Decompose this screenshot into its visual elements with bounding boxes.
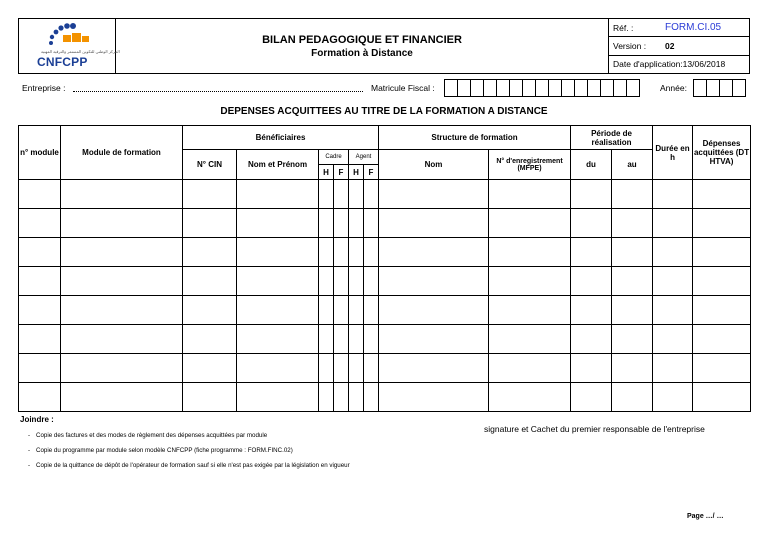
table-cell[interactable]: [349, 325, 364, 354]
table-cell[interactable]: [334, 296, 349, 325]
table-cell[interactable]: [349, 238, 364, 267]
table-cell[interactable]: [364, 209, 379, 238]
entreprise-field[interactable]: [73, 91, 363, 92]
table-cell[interactable]: [19, 238, 61, 267]
table-cell[interactable]: [379, 209, 489, 238]
table-cell[interactable]: [237, 267, 319, 296]
version-row: [609, 37, 749, 55]
table-cell[interactable]: [334, 325, 349, 354]
table-cell[interactable]: [19, 267, 61, 296]
table-cell[interactable]: [334, 383, 349, 412]
table-cell[interactable]: [237, 296, 319, 325]
table-row: [19, 296, 751, 325]
joindre-item: - Copie de la quittance de dépôt de l'opérateur de formation sauf si elle n'est pas exigée par la législation en vigueur: [36, 458, 350, 473]
matricule-char-box[interactable]: [626, 79, 640, 97]
table-row: [19, 383, 751, 412]
table-cell[interactable]: [571, 296, 612, 325]
col-depenses: Dépenses acquittées (DT HTVA): [693, 126, 751, 180]
version-label: Version :: [613, 40, 647, 51]
annee-char-box[interactable]: [693, 79, 707, 97]
table-cell[interactable]: [653, 325, 693, 354]
form-title: [116, 19, 609, 73]
table-cell[interactable]: [319, 325, 334, 354]
table-cell[interactable]: [183, 325, 237, 354]
table-cell[interactable]: [349, 383, 364, 412]
annee-boxes[interactable]: [694, 79, 746, 97]
table-row: [19, 267, 751, 296]
table-cell[interactable]: [19, 296, 61, 325]
table-cell[interactable]: [571, 267, 612, 296]
col-duree: Durée en h: [653, 126, 693, 180]
table-cell[interactable]: [612, 209, 653, 238]
table-cell[interactable]: [349, 180, 364, 209]
table-cell[interactable]: [379, 296, 489, 325]
table-cell[interactable]: [319, 354, 334, 383]
table-cell[interactable]: [489, 180, 571, 209]
table-cell[interactable]: [183, 383, 237, 412]
table-cell[interactable]: [349, 267, 364, 296]
table-cell[interactable]: [237, 180, 319, 209]
form-meta: [609, 19, 749, 73]
table-cell[interactable]: [489, 296, 571, 325]
col-module-num: n° module: [19, 126, 61, 180]
table-cell[interactable]: [379, 180, 489, 209]
table-cell[interactable]: [693, 180, 751, 209]
table-cell[interactable]: [653, 383, 693, 412]
matricule-label: Matricule Fiscal :: [371, 83, 435, 93]
table-cell[interactable]: [379, 267, 489, 296]
table-cell[interactable]: [379, 354, 489, 383]
logo-arabic-text: المركز الوطني للتكوين المستمر والترقية المهنية: [41, 49, 120, 54]
matricule-char-box[interactable]: [509, 79, 523, 97]
table-cell[interactable]: [693, 354, 751, 383]
col-du: du: [571, 150, 612, 180]
table-cell[interactable]: [349, 296, 364, 325]
table-cell[interactable]: [364, 354, 379, 383]
table-cell[interactable]: [364, 296, 379, 325]
table-cell[interactable]: [61, 180, 183, 209]
table-cell[interactable]: [364, 325, 379, 354]
table-cell[interactable]: [319, 267, 334, 296]
col-enregistrement: N° d'enregistrement (MFPE): [489, 150, 571, 180]
table-cell[interactable]: [693, 267, 751, 296]
version-value: 02: [665, 40, 675, 51]
table-cell[interactable]: [364, 180, 379, 209]
table-cell[interactable]: [612, 238, 653, 267]
table-cell[interactable]: [489, 238, 571, 267]
table-cell[interactable]: [693, 296, 751, 325]
table-cell[interactable]: [319, 209, 334, 238]
table-cell[interactable]: [489, 209, 571, 238]
table-row: [19, 180, 751, 209]
table-cell[interactable]: [19, 180, 61, 209]
ref-value: FORM.CI.05: [665, 22, 722, 34]
table-cell[interactable]: [379, 325, 489, 354]
table-cell[interactable]: [379, 238, 489, 267]
table-cell[interactable]: [183, 267, 237, 296]
table-cell[interactable]: [183, 180, 237, 209]
table-cell[interactable]: [571, 238, 612, 267]
col-cadre-h: H: [319, 165, 334, 180]
table-cell[interactable]: [334, 209, 349, 238]
table-cell[interactable]: [319, 296, 334, 325]
col-cadre: Cadre: [319, 150, 349, 165]
table-cell[interactable]: [61, 238, 183, 267]
table-cell[interactable]: [693, 209, 751, 238]
logo-dots-icon: [45, 23, 95, 49]
logo-text: CNFCPP: [37, 55, 88, 69]
joindre-item: - Copie du programme par module selon modèle CNFCPP (fiche programme : FORM.FINC.02): [36, 443, 350, 458]
matricule-char-box[interactable]: [613, 79, 627, 97]
table-row: [19, 325, 751, 354]
table-cell[interactable]: [612, 296, 653, 325]
ref-row: [609, 19, 749, 37]
col-periode: Période de réalisation: [571, 126, 653, 150]
table-cell[interactable]: [571, 325, 612, 354]
matricule-char-box[interactable]: [522, 79, 536, 97]
matricule-char-box[interactable]: [561, 79, 575, 97]
table-cell[interactable]: [364, 267, 379, 296]
table-cell[interactable]: [489, 325, 571, 354]
joindre-item: - Copie des factures et des modes de règlement des dépenses acquittées par module: [36, 428, 350, 443]
table-cell[interactable]: [571, 180, 612, 209]
table-cell[interactable]: [612, 383, 653, 412]
col-structure: Structure de formation: [379, 126, 571, 150]
cnfcpp-logo: [19, 19, 120, 73]
table-cell[interactable]: [334, 238, 349, 267]
title-line1: BILAN PEDAGOGIQUE ET FINANCIER: [262, 33, 462, 46]
depenses-table: [18, 125, 751, 412]
table-cell[interactable]: [183, 238, 237, 267]
table-cell[interactable]: [334, 180, 349, 209]
table-cell[interactable]: [19, 383, 61, 412]
annee-char-box[interactable]: [732, 79, 746, 97]
table-cell[interactable]: [349, 209, 364, 238]
ref-label: Réf. :: [613, 22, 634, 33]
col-nom-prenom: Nom et Prénom: [237, 150, 319, 180]
matricule-char-box[interactable]: [600, 79, 614, 97]
entreprise-label: Entreprise :: [22, 83, 66, 93]
matricule-char-box[interactable]: [548, 79, 562, 97]
table-row: [19, 209, 751, 238]
form-header: [18, 18, 750, 74]
table-cell[interactable]: [19, 354, 61, 383]
table-cell[interactable]: [319, 180, 334, 209]
table-cell[interactable]: [61, 209, 183, 238]
table-cell[interactable]: [61, 354, 183, 383]
matricule-char-box[interactable]: [444, 79, 458, 97]
table-cell[interactable]: [489, 354, 571, 383]
matricule-boxes[interactable]: [445, 79, 640, 97]
table-cell[interactable]: [183, 296, 237, 325]
table-cell[interactable]: [61, 325, 183, 354]
table-cell[interactable]: [183, 209, 237, 238]
table-cell[interactable]: [612, 180, 653, 209]
col-agent-f: F: [364, 165, 379, 180]
table-cell[interactable]: [693, 325, 751, 354]
table-cell[interactable]: [653, 209, 693, 238]
table-row: [19, 354, 751, 383]
table-cell[interactable]: [237, 325, 319, 354]
matricule-char-box[interactable]: [535, 79, 549, 97]
table-cell[interactable]: [19, 325, 61, 354]
table-cell[interactable]: [61, 383, 183, 412]
table-cell[interactable]: [61, 267, 183, 296]
matricule-char-box[interactable]: [587, 79, 601, 97]
table-cell[interactable]: [319, 383, 334, 412]
title-line2: Formation à Distance: [311, 47, 413, 59]
col-agent-h: H: [349, 165, 364, 180]
table-cell[interactable]: [653, 296, 693, 325]
matricule-char-box[interactable]: [483, 79, 497, 97]
table-cell[interactable]: [349, 354, 364, 383]
matricule-char-box[interactable]: [574, 79, 588, 97]
col-agent: Agent: [349, 150, 379, 165]
table-cell[interactable]: [334, 354, 349, 383]
joindre-list: [36, 428, 350, 473]
signature-label: signature et Cachet du premier responsable de l'entreprise: [484, 424, 705, 434]
table-cell[interactable]: [319, 238, 334, 267]
matricule-char-box[interactable]: [470, 79, 484, 97]
matricule-char-box[interactable]: [457, 79, 471, 97]
section-title: DEPENSES ACQUITTEES AU TITRE DE LA FORMATION A DISTANCE: [220, 106, 548, 117]
date-application: Date d'application:13/06/2018: [613, 59, 726, 70]
matricule-char-box[interactable]: [496, 79, 510, 97]
joindre-label: Joindre :: [20, 415, 54, 424]
table-cell[interactable]: [237, 383, 319, 412]
table-cell[interactable]: [612, 267, 653, 296]
table-cell[interactable]: [489, 383, 571, 412]
table-cell[interactable]: [612, 354, 653, 383]
annee-char-box[interactable]: [719, 79, 733, 97]
table-cell[interactable]: [19, 209, 61, 238]
table-cell[interactable]: [571, 209, 612, 238]
table-row: [19, 238, 751, 267]
table-cell[interactable]: [237, 354, 319, 383]
table-cell[interactable]: [653, 238, 693, 267]
table-cell[interactable]: [183, 354, 237, 383]
table-cell[interactable]: [61, 296, 183, 325]
col-cin: N° CIN: [183, 150, 237, 180]
col-structure-nom: Nom: [379, 150, 489, 180]
table-cell[interactable]: [237, 209, 319, 238]
table-cell[interactable]: [364, 383, 379, 412]
table-cell[interactable]: [237, 238, 319, 267]
col-module: Module de formation: [61, 126, 183, 180]
col-au: au: [612, 150, 653, 180]
table-cell[interactable]: [653, 180, 693, 209]
annee-label: Année:: [660, 83, 687, 93]
table-cell[interactable]: [693, 383, 751, 412]
table-cell[interactable]: [612, 325, 653, 354]
table-cell[interactable]: [693, 238, 751, 267]
date-row: [609, 56, 749, 73]
table-cell[interactable]: [653, 267, 693, 296]
col-cadre-f: F: [334, 165, 349, 180]
table-cell[interactable]: [379, 383, 489, 412]
table-cell[interactable]: [489, 267, 571, 296]
page-number: Page …/ …: [687, 513, 724, 520]
table-cell[interactable]: [364, 238, 379, 267]
col-beneficiaires: Bénéficiaires: [183, 126, 379, 150]
annee-char-box[interactable]: [706, 79, 720, 97]
table-cell[interactable]: [653, 354, 693, 383]
table-cell[interactable]: [571, 383, 612, 412]
table-cell[interactable]: [334, 267, 349, 296]
table-cell[interactable]: [571, 354, 612, 383]
